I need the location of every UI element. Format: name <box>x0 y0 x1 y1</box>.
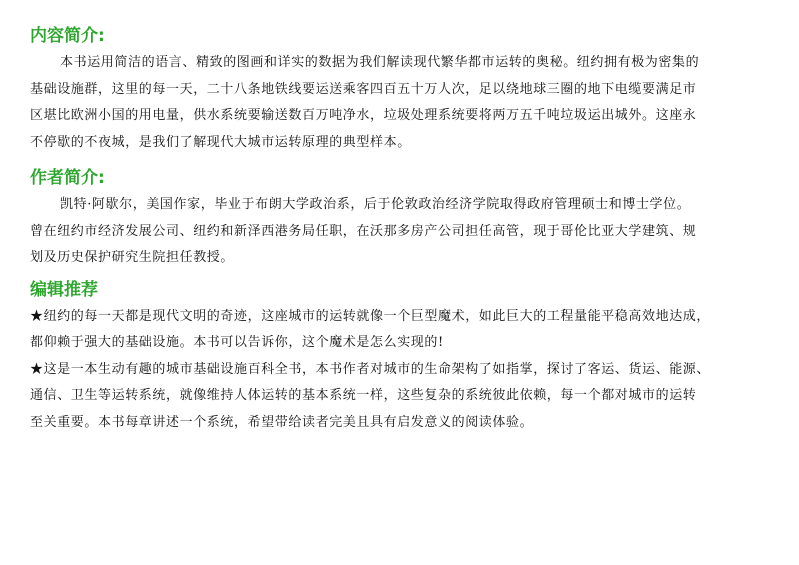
author-intro-heading: 作者简介: <box>30 168 105 188</box>
content-summary-line: 不停歇的不夜城，是我们了解现代大城市运转原理的典型样本。 <box>30 134 411 150</box>
content-summary-text <box>30 50 773 156</box>
author-intro-text <box>30 192 773 272</box>
editor-recommendation-line: 通信、卫生等运转系统，就像维持人体运转的基本系统一样，这些复杂的系统彼此依赖，每一个都对城市的运转 <box>30 388 697 403</box>
author-intro-line: 曾在纽约市经济发展公司、纽约和新泽西港务局任职，在沃那多房产公司担任高管，现于哥伦比亚大学建筑、规 <box>30 223 697 239</box>
content-summary-line: 基础设施群，这里的每一天，二十八条地铁线要运送乘客四百五十万人次，足以绕地球三圈的地下电缆要满足市 <box>30 81 697 97</box>
author-intro-line: 凯特·阿歇尔，美国作家，毕业于布朗大学政治系，后于伦敦政治经济学院取得政府管理硕士和博士学位。 <box>60 197 691 212</box>
content-summary-line: 本书运用简洁的语言、精致的图画和详实的数据为我们解读现代繁华都市运转的奥秘。纽约拥有极为密集的 <box>60 55 700 70</box>
editor-recommendation-line: ★这是一本生动有趣的城市基础设施百科全书，本书作者对城市的生命架构了如指掌，探讨了客运、货运、能源、 <box>30 361 711 377</box>
editor-recommendation-heading: 编辑推荐 <box>30 279 98 300</box>
content-summary-line: 区堪比欧洲小国的用电量，供水系统要输送数百万吨净水，垃圾处理系统要将两万五千吨垃圾运出城外。这座永 <box>30 108 697 123</box>
editor-recommendation-text <box>30 304 773 437</box>
editor-recommendation-line: 至关重要。本书每章讲述一个系统，希望带给读者完美且具有启发意义的阅读体验。 <box>30 414 534 430</box>
editor-recommendation-line: 都仰赖于强大的基础设施。本书可以告诉你，这个魔术是怎么实现的! <box>30 335 444 350</box>
content-summary-heading: 内容简介: <box>30 26 105 46</box>
editor-recommendation-line: ★纽约的每一天都是现代文明的奇迹，这座城市的运转就像一个巨型魔术，如此巨大的工程量能平稳高效地达成， <box>30 308 711 324</box>
author-intro-line: 划及历史保护研究生院担任教授。 <box>30 250 235 265</box>
